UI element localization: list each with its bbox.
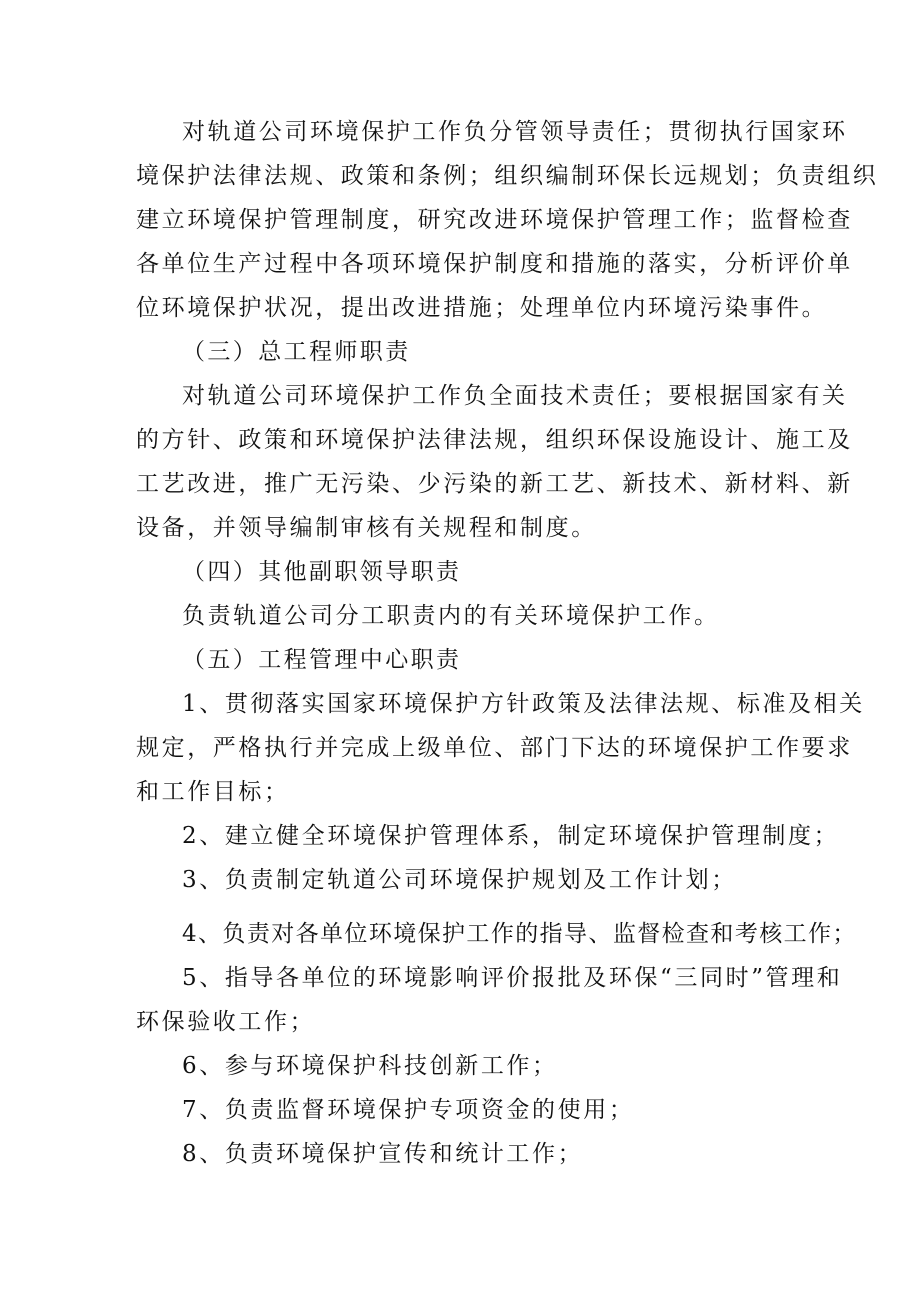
paragraph-line: 各单位生产过程中各项环境保护制度和措施的落实，分析评价单 <box>136 251 853 277</box>
paragraph-line: 负责轨道公司分工职责内的有关环境保护工作。 <box>182 603 720 629</box>
list-item: 5、指导各单位的环境影响评价报批及环保“三同时”管理和 <box>182 965 843 991</box>
list-item: 7、负责监督环境保护专项资金的使用； <box>182 1097 635 1123</box>
list-item: 3、负责制定轨道公司环境保护规划及工作计划； <box>182 867 737 893</box>
list-item: 4、负责对各单位环境保护工作的指导、监督检查和考核工作； <box>182 921 857 947</box>
paragraph-line: 境保护法律法规、政策和条例；组织编制环保长远规划；负责组织 <box>136 163 879 189</box>
paragraph-line: 对轨道公司环境保护工作负全面技术责任；要根据国家有关 <box>182 383 848 409</box>
section-heading-engineering-center: （五）工程管理中心职责 <box>182 647 462 673</box>
paragraph-line: 设备，并领导编制审核有关规程和制度。 <box>136 515 597 541</box>
paragraph-line: 对轨道公司环境保护工作负分管领导责任；贯彻执行国家环 <box>182 119 848 145</box>
paragraph-line: 工艺改进，推广无污染、少污染的新工艺、新技术、新材料、新 <box>136 471 853 497</box>
list-item: 2、建立健全环境保护管理体系，制定环境保护管理制度； <box>182 823 840 849</box>
section-heading-chief-engineer: （三）总工程师职责 <box>182 339 411 365</box>
list-item: 8、负责环境保护宣传和统计工作； <box>182 1141 584 1167</box>
list-item-continuation: 和工作目标； <box>136 779 290 805</box>
paragraph-line: 建立环境保护管理制度，研究改进环境保护管理工作；监督检查 <box>136 207 853 233</box>
paragraph-line: 的方针、政策和环境保护法律法规，组织环保设施设计、施工及 <box>136 427 853 453</box>
list-item: 6、参与环境保护科技创新工作； <box>182 1053 558 1079</box>
list-item-continuation: 环保验收工作； <box>136 1009 316 1035</box>
list-item-continuation: 规定，严格执行并完成上级单位、部门下达的环境保护工作要求 <box>136 735 853 761</box>
section-heading-deputy-leaders: （四）其他副职领导职责 <box>182 559 462 585</box>
paragraph-line: 位环境保护状况，提出改进措施；处理单位内环境污染事件。 <box>136 295 828 321</box>
list-item: 1、贯彻落实国家环境保护方针政策及法律法规、标准及相关 <box>182 691 865 717</box>
